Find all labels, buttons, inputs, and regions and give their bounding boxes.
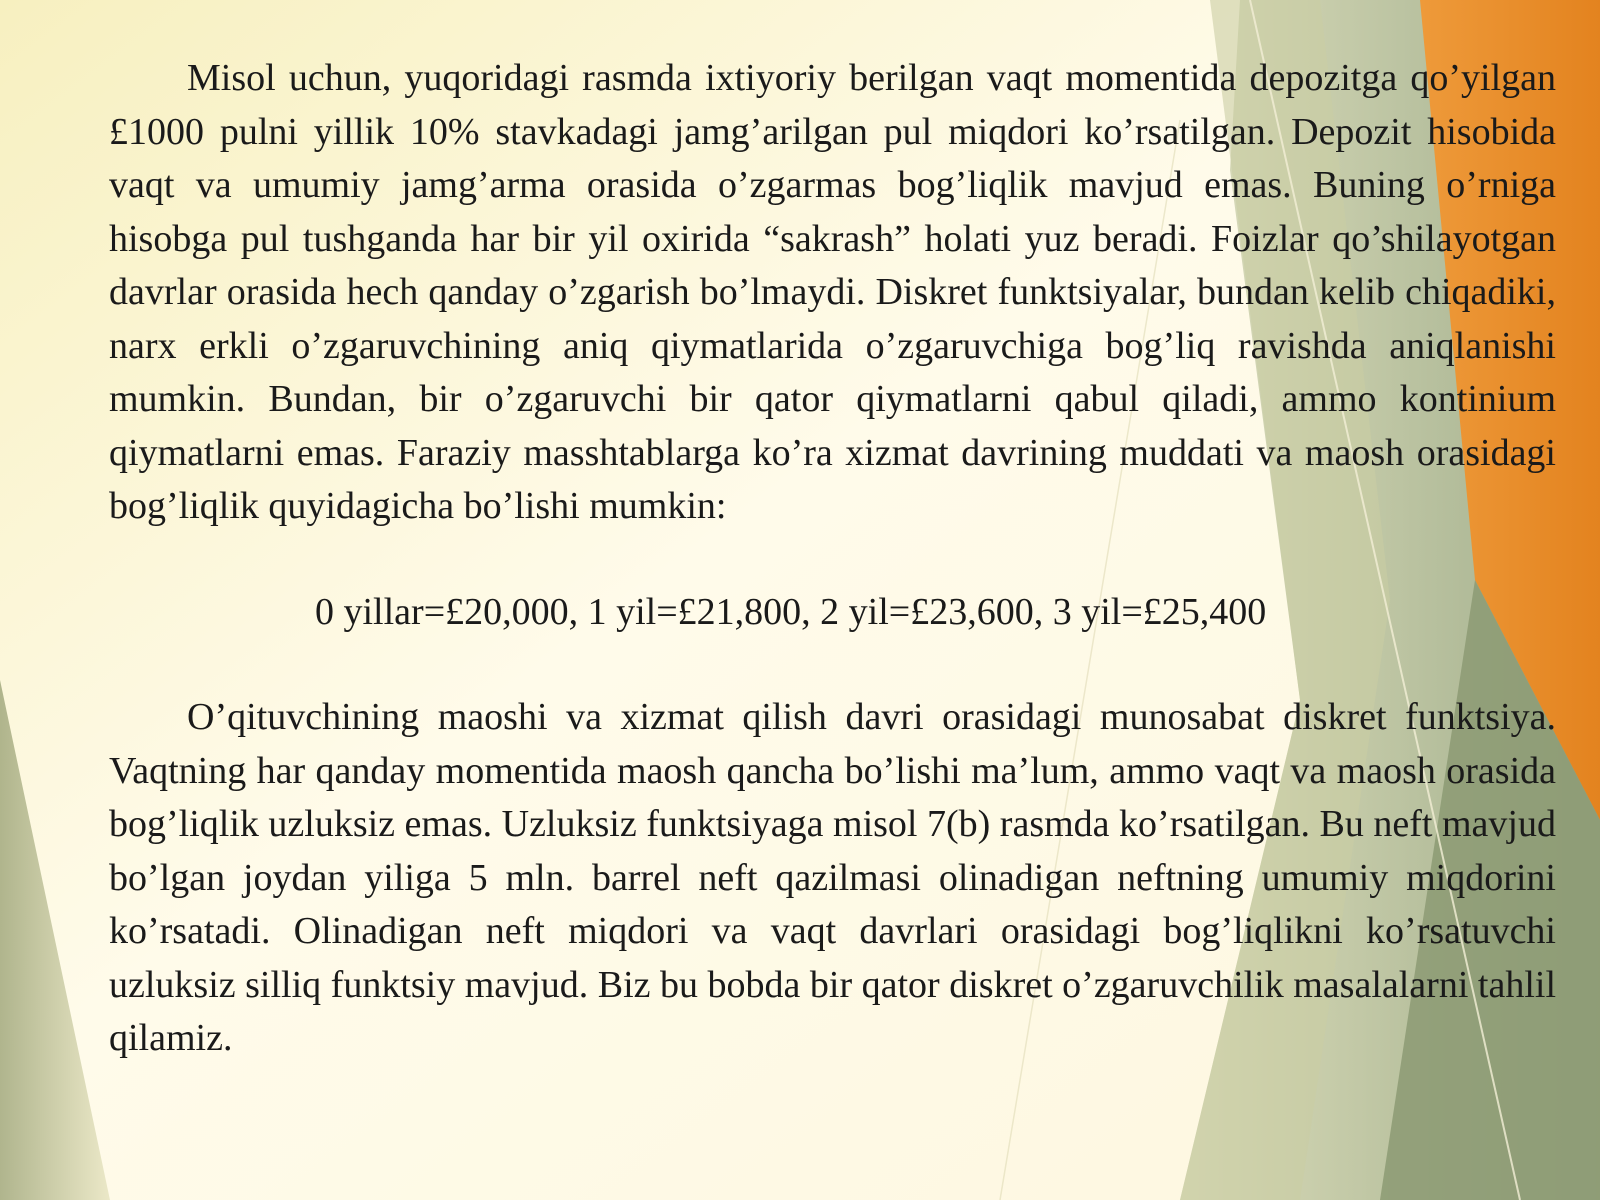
- paragraph-2: O’qituvchining maoshi va xizmat qilish davri orasidagi munosabat diskret funktsiya. Vaqtning har qanday momentida maosh qancha bo’lishi ma’lum, ammo vaqt va maosh orasida bog’liqlik uzluksiz emas. Uzluksiz funktsiyaga misol 7(b) rasmda ko’rsatilgan. Bu neft mavjud bo’lgan joydan yiliga 5 mln. barrel neft qazilmasi olinadigan neftning umumiy miqdorini ko’rsatadi. Olinadigan neft miqdori va vaqt davrlari orasidagi bog’liqlikni ko’rsatuvchi uzluksiz silliq funktsiy mavjud. Biz bu bobda bir qator diskret o’zgaruvchilik masalalarni tahlil qilamiz.: [109, 696, 1556, 1059]
- paragraph-1: Misol uchun, yuqoridagi rasmda ixtiyoriy berilgan vaqt momentida depozitga qo’yilgan £1000 pulni yillik 10% stavkadagi jamg’arilgan pul miqdori ko’rsatilgan. Depozit hisobida vaqt va umumiy jamg’arma orasida o’zgarmas bog’liqlik mavjud emas. Buning o’rniga hisobga pul tushganda har bir yil oxirida “sakrash” holati yuz beradi. Foizlar qo’shilayotgan davrlar orasida hech qanday o’zgarish bo’lmaydi. Diskret funktsiyalar, bundan kelib chiqadiki, narx erkli o’zgaruvchining aniq qiymatlarida o’zgaruvchiga bog’liq ravishda aniqlanishi mumkin. Bundan, bir o’zgaruvchi bir qator qiymatlarni qabul qiladi, ammo kontinium qiymatlarni emas. Faraziy masshtablarga ko’ra xizmat davrining muddati va maosh orasidagi bog’liqlik quyidagicha bo’lishi mumkin:: [109, 57, 1556, 527]
- slide-text-content: [109, 52, 1556, 1066]
- salary-formula: 0 yillar=£20,000, 1 yil=£21,800, 2 yil=£23,600, 3 yil=£25,400: [315, 590, 1267, 633]
